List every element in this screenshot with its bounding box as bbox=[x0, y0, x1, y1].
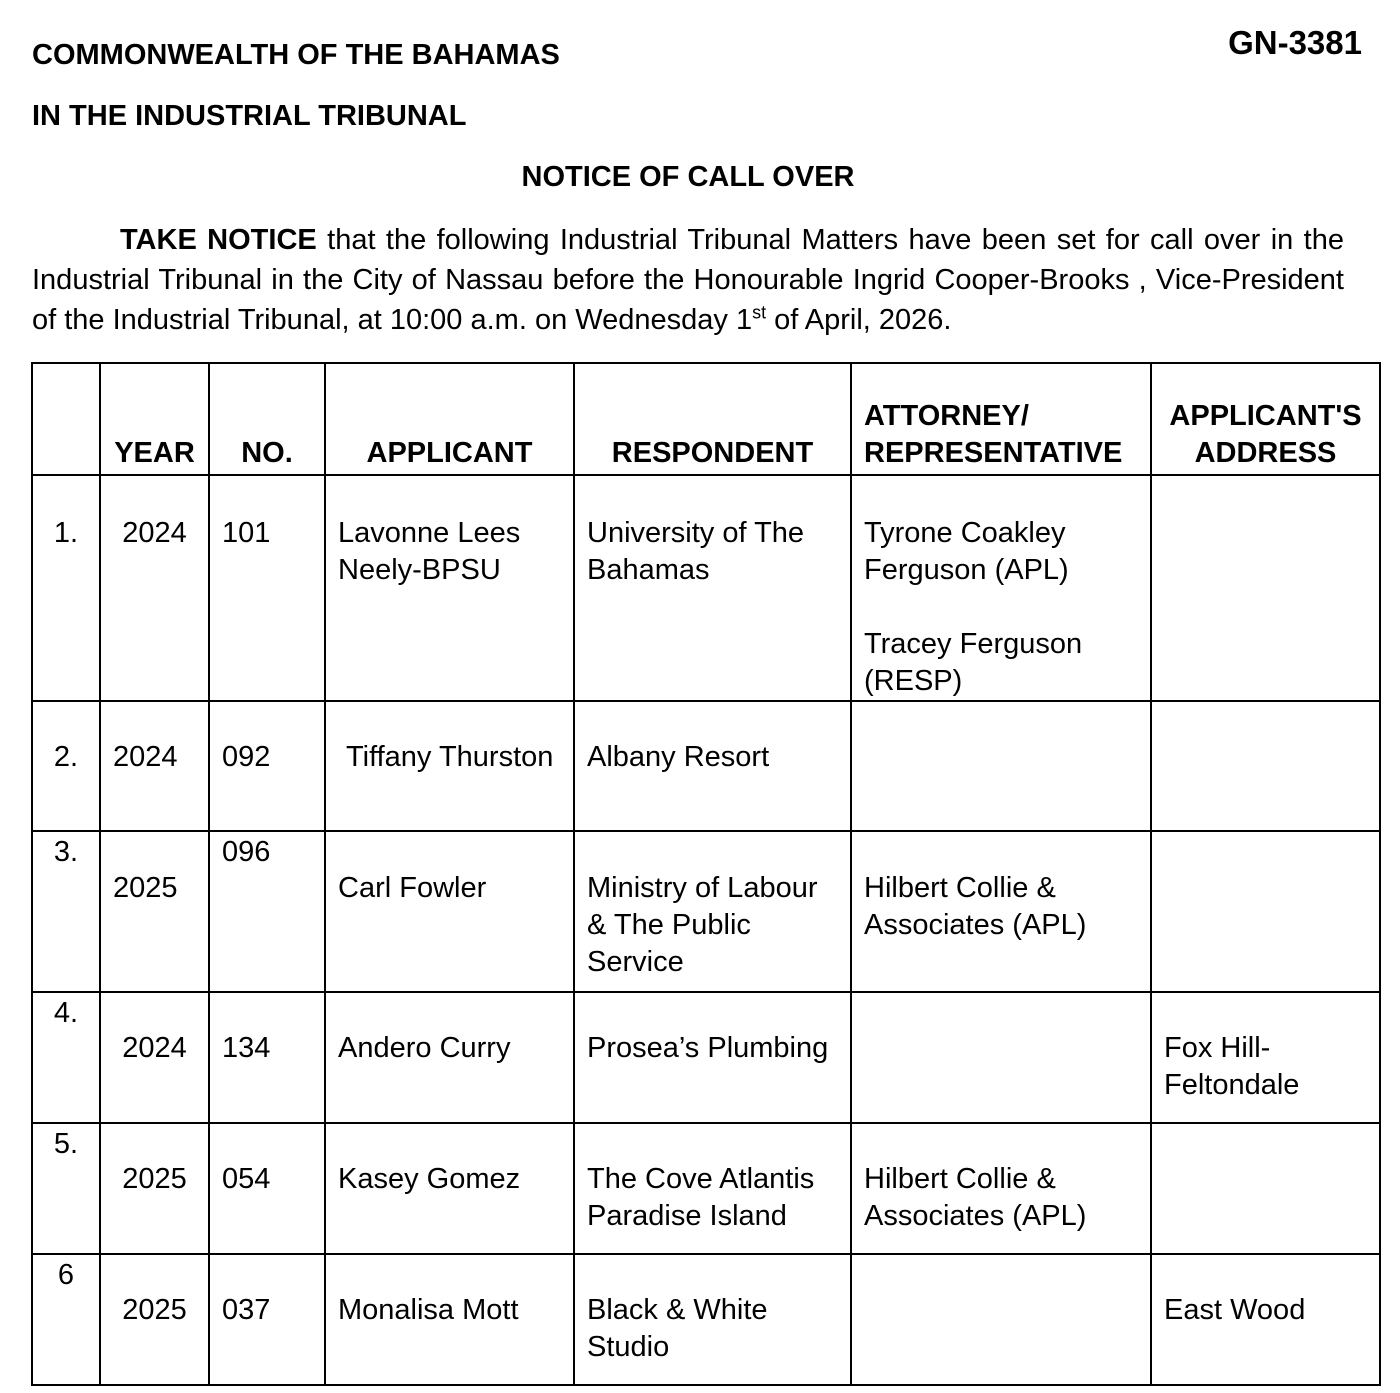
row-year: 2025 bbox=[100, 1254, 209, 1385]
column-header-index bbox=[32, 363, 100, 475]
row-number: 096 bbox=[209, 831, 325, 992]
gazette-number: GN-3381 bbox=[1228, 24, 1362, 61]
row-number: 092 bbox=[209, 701, 325, 831]
row-year: 2025 bbox=[100, 831, 209, 992]
call-over-table bbox=[31, 362, 1381, 1386]
row-year: 2024 bbox=[100, 475, 209, 701]
row-address bbox=[1151, 1123, 1380, 1254]
row-attorney: Hilbert Collie & Associates (APL) bbox=[851, 1123, 1151, 1254]
row-index: 3. bbox=[32, 831, 100, 992]
table-row bbox=[32, 992, 1380, 1123]
column-header-applicant: APPLICANT bbox=[325, 363, 574, 475]
table-row bbox=[32, 1123, 1380, 1254]
row-address bbox=[1151, 831, 1380, 992]
column-header-attorney: ATTORNEY/ REPRESENTATIVE bbox=[851, 363, 1151, 475]
row-year: 2024 bbox=[100, 992, 209, 1123]
row-number: 101 bbox=[209, 475, 325, 701]
table-row bbox=[32, 475, 1380, 701]
row-address: Fox Hill-Feltondale bbox=[1151, 992, 1380, 1123]
row-address bbox=[1151, 701, 1380, 831]
row-respondent: Ministry of Labour & The Public Service bbox=[574, 831, 851, 992]
row-address: East Wood bbox=[1151, 1254, 1380, 1385]
notice-title: NOTICE OF CALL OVER bbox=[521, 161, 855, 193]
row-index: 4. bbox=[32, 992, 100, 1123]
attorney-applicant: Tyrone Coakley Ferguson (APL) bbox=[864, 517, 1069, 586]
row-respondent: The Cove Atlantis Paradise Island bbox=[574, 1123, 851, 1254]
row-respondent: Black & White Studio bbox=[574, 1254, 851, 1385]
notice-text-end: of April, 2026. bbox=[766, 304, 952, 336]
row-applicant: Carl Fowler bbox=[325, 831, 574, 992]
date-ordinal-suffix: st bbox=[752, 302, 767, 323]
row-respondent: University of The Bahamas bbox=[574, 475, 851, 701]
table-row bbox=[32, 831, 1380, 992]
column-header-address: APPLICANT'S ADDRESS bbox=[1151, 363, 1380, 475]
row-index: 6 bbox=[32, 1254, 100, 1385]
row-applicant: Monalisa Mott bbox=[325, 1254, 574, 1385]
row-attorney bbox=[851, 1254, 1151, 1385]
column-header-year: YEAR bbox=[100, 363, 209, 475]
table-header-row bbox=[32, 363, 1380, 475]
row-attorney bbox=[851, 992, 1151, 1123]
row-attorney bbox=[851, 701, 1151, 831]
court-heading: IN THE INDUSTRIAL TRIBUNAL bbox=[32, 100, 467, 132]
row-number: 037 bbox=[209, 1254, 325, 1385]
row-applicant: Tiffany Thurston bbox=[325, 701, 574, 831]
notice-text: that the following Industrial Tribunal Matters have been set for call over in the Industrial Tribunal in the City of Nassau before the Honourable Ingrid Cooper-Brooks , Vice-President of the Industrial Tribunal, at 10:00 a.m. on Wednesday 1 bbox=[32, 224, 1344, 336]
notice-paragraph bbox=[32, 220, 1344, 340]
row-index: 1. bbox=[32, 475, 100, 701]
column-header-respondent: RESPONDENT bbox=[574, 363, 851, 475]
row-attorney bbox=[851, 475, 1151, 701]
notice-lead: TAKE NOTICE bbox=[120, 224, 317, 256]
row-number: 134 bbox=[209, 992, 325, 1123]
row-index: 5. bbox=[32, 1123, 100, 1254]
attorney-respondent: Tracey Ferguson (RESP) bbox=[864, 628, 1083, 697]
row-applicant: Kasey Gomez bbox=[325, 1123, 574, 1254]
row-applicant: Lavonne Lees Neely-BPSU bbox=[325, 475, 574, 701]
row-year: 2024 bbox=[100, 701, 209, 831]
row-respondent: Prosea’s Plumbing bbox=[574, 992, 851, 1123]
table-row bbox=[32, 701, 1380, 831]
row-attorney: Hilbert Collie & Associates (APL) bbox=[851, 831, 1151, 992]
row-year: 2025 bbox=[100, 1123, 209, 1254]
row-respondent: Albany Resort bbox=[574, 701, 851, 831]
row-address bbox=[1151, 475, 1380, 701]
jurisdiction-heading: COMMONWEALTH OF THE BAHAMAS bbox=[32, 39, 560, 71]
column-header-no: NO. bbox=[209, 363, 325, 475]
table-row bbox=[32, 1254, 1380, 1385]
row-number: 054 bbox=[209, 1123, 325, 1254]
row-index: 2. bbox=[32, 701, 100, 831]
row-applicant: Andero Curry bbox=[325, 992, 574, 1123]
